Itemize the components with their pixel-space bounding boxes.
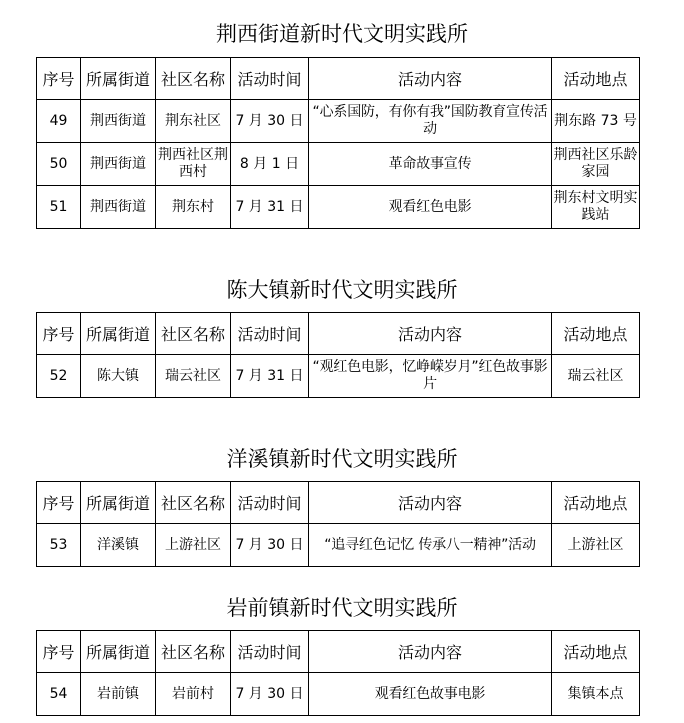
cell-no: 54 [37,673,81,716]
header-street: 所属街道 [81,58,156,100]
table-row [37,355,640,398]
header-community: 社区名称 [156,631,231,673]
cell-no: 49 [37,100,81,143]
header-row [37,58,640,100]
cell-street: 荆西街道 [81,100,156,143]
header-content: 活动内容 [309,482,552,524]
header-content: 活动内容 [309,313,552,355]
header-place: 活动地点 [552,482,640,524]
header-content: 活动内容 [309,58,552,100]
cell-community: 瑞云社区 [156,355,231,398]
cell-time: 7 月 30 日 [231,673,309,716]
cell-content: “心系国防，有你有我”国防教育宣传活动 [309,100,552,143]
activity-table [36,481,640,567]
cell-content: 观看红色电影 [309,186,552,229]
header-community: 社区名称 [156,482,231,524]
header-no: 序号 [37,313,81,355]
header-place: 活动地点 [552,58,640,100]
cell-street: 陈大镇 [81,355,156,398]
activity-table [36,57,640,229]
cell-time: 7 月 30 日 [231,100,309,143]
cell-place: 集镇本点 [552,673,640,716]
cell-place: 荆西社区乐龄家园 [552,143,640,186]
header-street: 所属街道 [81,482,156,524]
cell-content: “观红色电影，忆峥嵘岁月”红色故事影片 [309,355,552,398]
header-content: 活动内容 [309,631,552,673]
table-row [37,673,640,716]
cell-no: 50 [37,143,81,186]
cell-community: 上游社区 [156,524,231,567]
cell-time: 7 月 31 日 [231,355,309,398]
header-place: 活动地点 [552,313,640,355]
header-time: 活动时间 [231,58,309,100]
table-row [37,100,640,143]
cell-community: 荆东村 [156,186,231,229]
header-row [37,482,640,524]
table-row [37,186,640,229]
header-time: 活动时间 [231,631,309,673]
table-row [37,524,640,567]
header-no: 序号 [37,482,81,524]
cell-content: 观看红色故事电影 [309,673,552,716]
cell-place: 瑞云社区 [552,355,640,398]
activity-table [36,312,640,398]
cell-place: 上游社区 [552,524,640,567]
cell-community: 荆西社区荆西村 [156,143,231,186]
cell-community: 荆东社区 [156,100,231,143]
cell-time: 8 月 1 日 [231,143,309,186]
header-place: 活动地点 [552,631,640,673]
header-row [37,631,640,673]
activity-table [36,630,640,716]
cell-no: 51 [37,186,81,229]
cell-time: 7 月 30 日 [231,524,309,567]
header-street: 所属街道 [81,313,156,355]
header-street: 所属街道 [81,631,156,673]
cell-street: 岩前镇 [81,673,156,716]
header-community: 社区名称 [156,58,231,100]
section-title: 荆西街道新时代文明实践所 [216,22,468,46]
cell-place: 荆东村文明实践站 [552,186,640,229]
header-time: 活动时间 [231,482,309,524]
cell-content: “追寻红色记忆 传承八一精神”活动 [309,524,552,567]
section-title: 陈大镇新时代文明实践所 [226,278,458,302]
header-time: 活动时间 [231,313,309,355]
cell-street: 荆西街道 [81,143,156,186]
section-title: 岩前镇新时代文明实践所 [226,596,458,620]
header-no: 序号 [37,631,81,673]
header-community: 社区名称 [156,313,231,355]
header-no: 序号 [37,58,81,100]
cell-place: 荆东路 73 号 [552,100,640,143]
cell-no: 52 [37,355,81,398]
cell-street: 荆西街道 [81,186,156,229]
cell-no: 53 [37,524,81,567]
cell-content: 革命故事宣传 [309,143,552,186]
table-row [37,143,640,186]
cell-street: 洋溪镇 [81,524,156,567]
section-title: 洋溪镇新时代文明实践所 [226,447,458,471]
header-row [37,313,640,355]
cell-community: 岩前村 [156,673,231,716]
cell-time: 7 月 31 日 [231,186,309,229]
